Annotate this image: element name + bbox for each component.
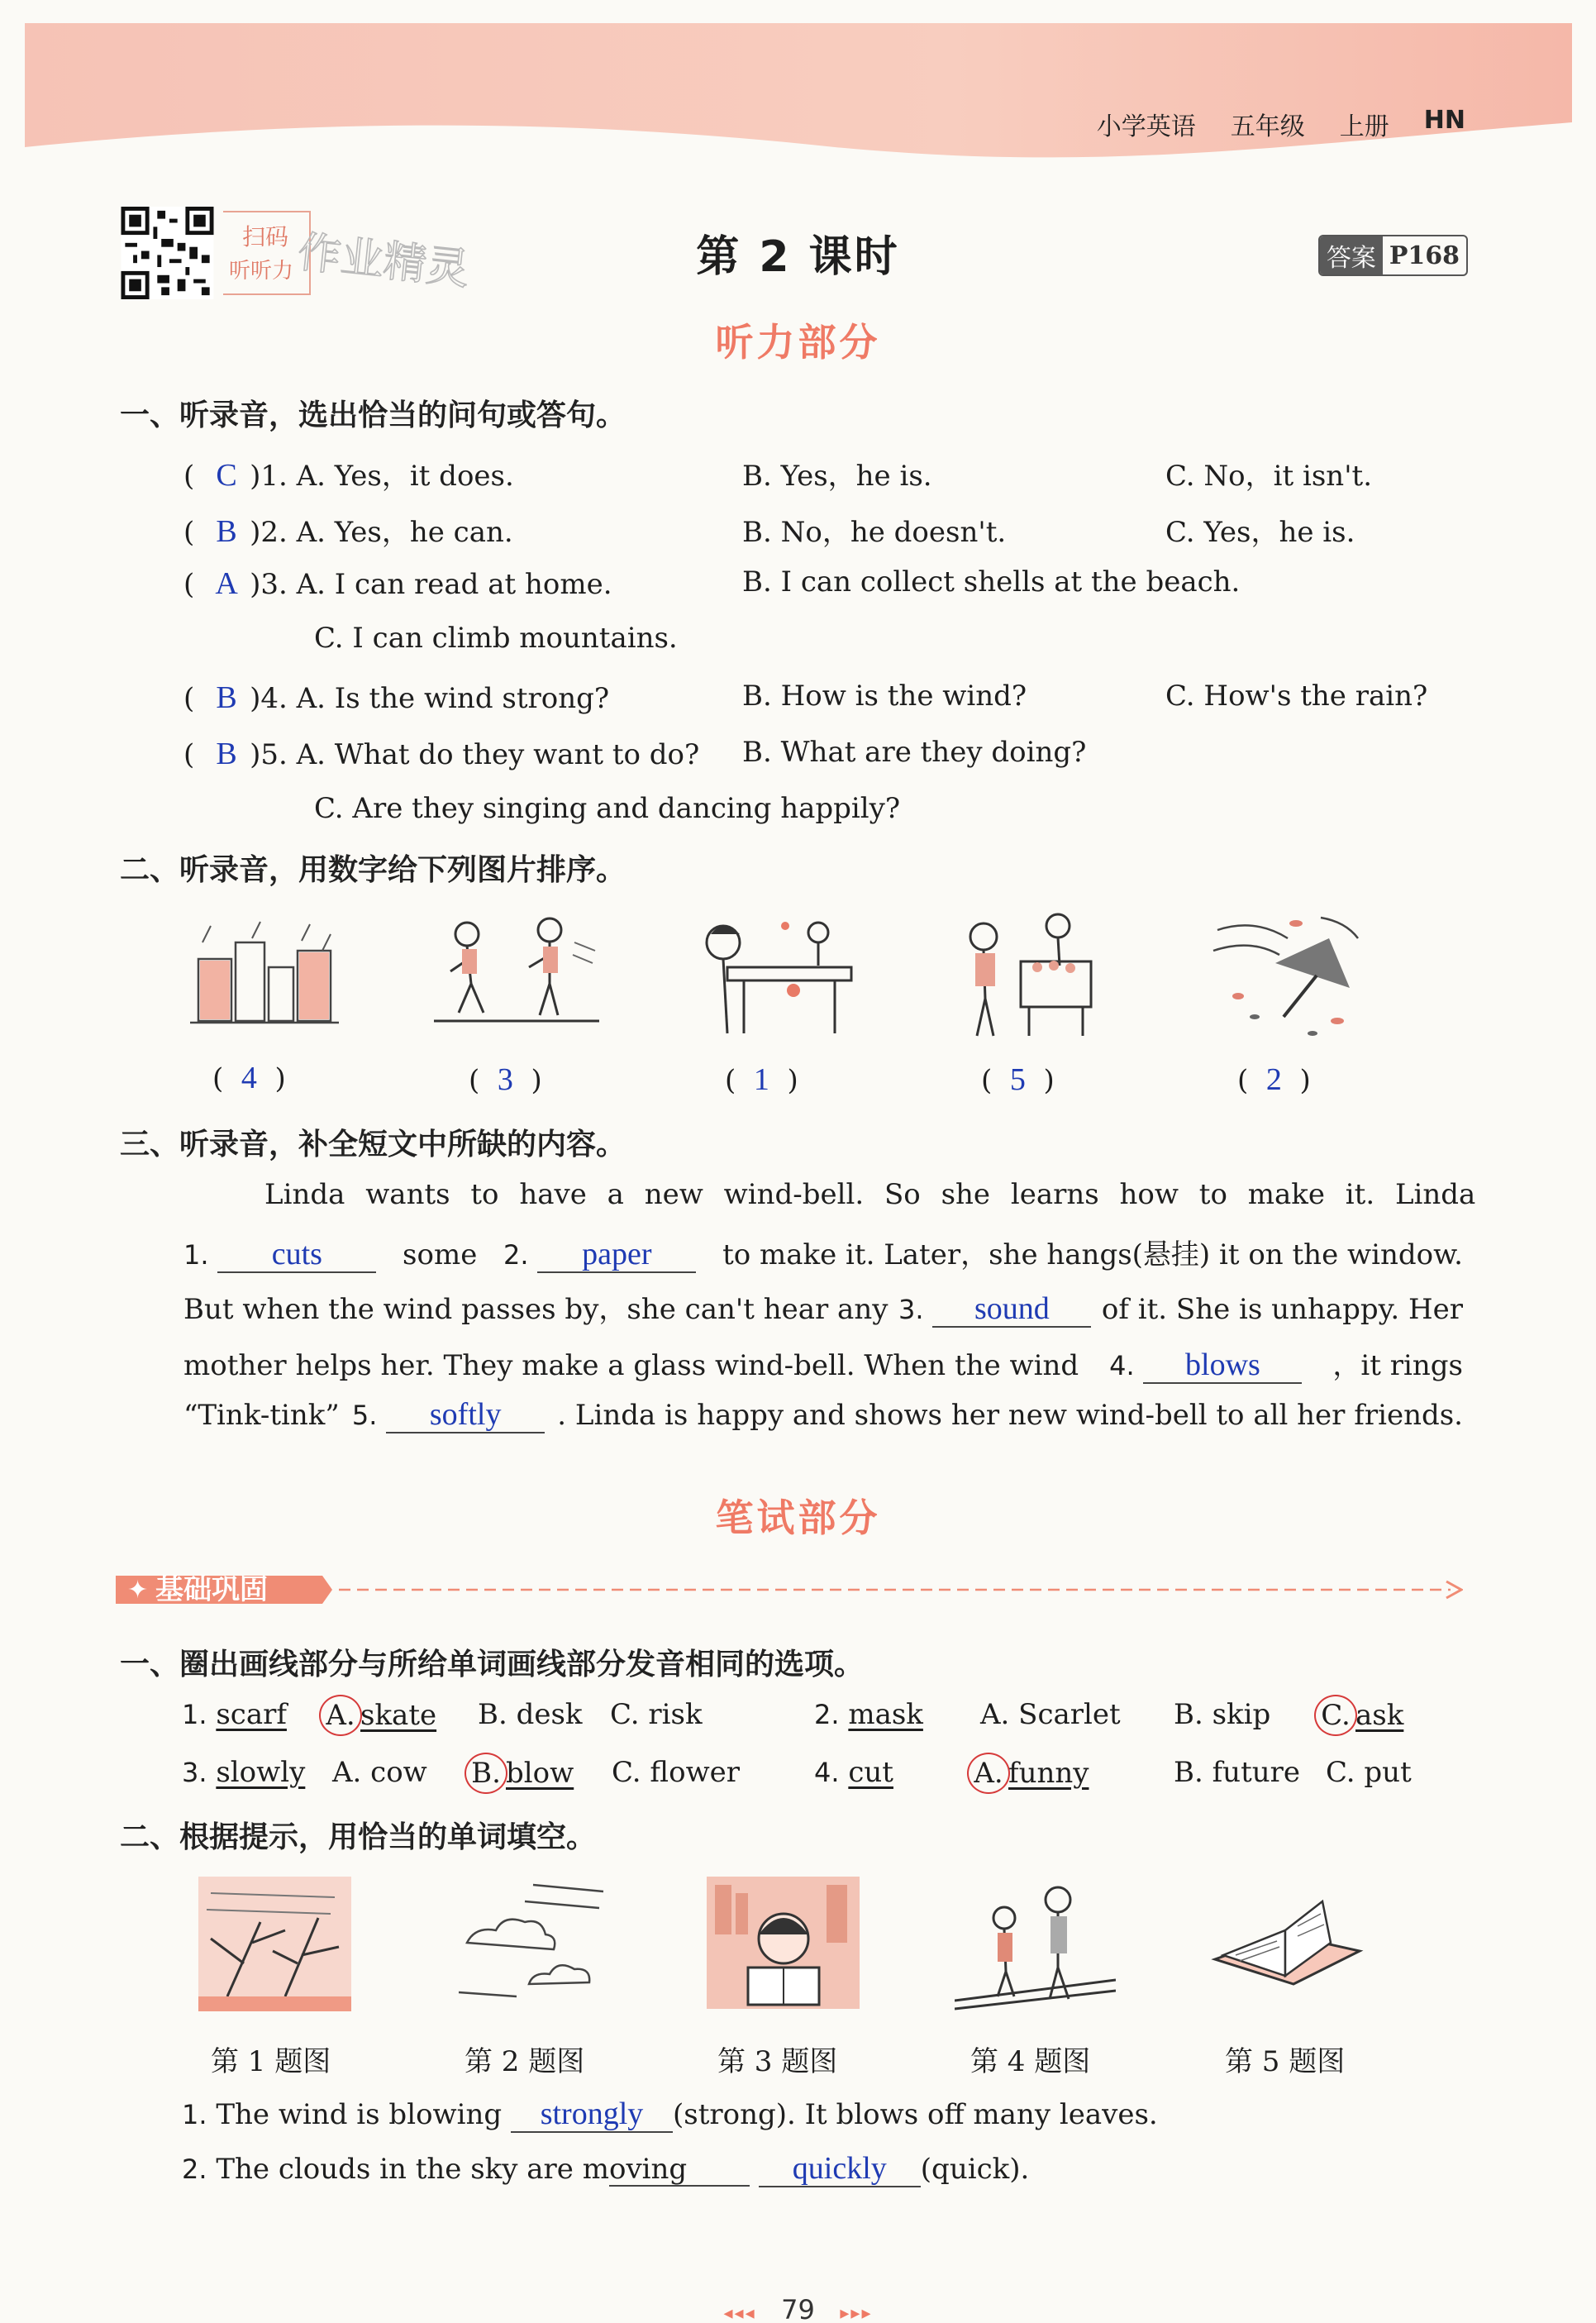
option-a: A. Is the wind strong?	[296, 682, 610, 715]
girl-cart-picture	[959, 908, 1099, 1044]
answer-reference	[1318, 235, 1468, 276]
item-number: )1.	[250, 460, 288, 493]
item-number: )3.	[250, 568, 288, 601]
grade-label: 五年级	[1230, 112, 1305, 141]
w2-heading: 二、根据提示，用恰当的单词填空。	[120, 1820, 597, 1854]
w2-picture-label-3: 第 3 题图	[717, 2045, 838, 2078]
text-segment: some	[403, 1238, 478, 1271]
option-word: skate	[360, 1699, 437, 1732]
s1-item-4-b: B. How is the wind?	[742, 680, 1027, 713]
boy-reading-picture	[703, 1872, 864, 2013]
stamp-line2: 听听力	[229, 259, 294, 284]
given-word: mask	[848, 1698, 923, 1731]
basics-banner	[116, 1569, 1463, 1610]
answer-value: 3	[497, 1062, 513, 1097]
s2-answer-1: ( 4 )	[212, 1061, 286, 1095]
s1-item-5: ( B )5. A. What do they want to do?	[183, 737, 700, 771]
lesson-title: 第 2 课时	[696, 232, 900, 282]
volume-label: 上册	[1339, 112, 1389, 141]
w1-q3-c: C. flower	[612, 1756, 741, 1789]
circled-choice: A.	[319, 1695, 362, 1736]
prev-arrows-icon: ◂◂◂	[723, 2303, 756, 2323]
windy-city-picture	[186, 918, 343, 1037]
text-segment: (quick).	[920, 2153, 1030, 2186]
blank-answer-4: blows	[1143, 1349, 1302, 1384]
open-book-picture	[1207, 1885, 1368, 2009]
next-arrows-icon: ▸▸▸	[840, 2303, 873, 2323]
blank-answer: quickly	[759, 2153, 921, 2187]
answer-value: 2	[1265, 1062, 1282, 1097]
answer-value: B	[216, 737, 237, 771]
w1-q2	[814, 1698, 923, 1731]
s1-item-5-b: B. What are they doing?	[742, 736, 1087, 769]
text-segment: The clouds in the sky are m	[216, 2153, 609, 2186]
text-segment: The wind is blowing	[216, 2098, 503, 2131]
header-band	[25, 23, 1572, 180]
s1-item-2-b: B. No，he doesn't.	[742, 516, 1007, 549]
two-boys-walking-picture	[434, 909, 599, 1042]
writing-part-title: 笔试部分	[715, 1495, 881, 1540]
w2-q1	[182, 2098, 1158, 2133]
w1-q3-a: A. cow	[332, 1756, 427, 1789]
blank-number-3: 3.	[898, 1294, 924, 1325]
w2-q2	[182, 2153, 1029, 2187]
question-number: 3.	[182, 1757, 207, 1788]
circled-choice: A.	[967, 1753, 1010, 1794]
blank-number-2: 2.	[503, 1239, 529, 1271]
listening-part-title: 听力部分	[715, 320, 881, 365]
storm-trees-picture	[194, 1872, 355, 2013]
text-segment: of it. She is unhappy. Her	[1101, 1293, 1463, 1326]
given-letters: oving	[609, 2155, 750, 2187]
answer-value: 1	[753, 1062, 769, 1097]
svg-text:✦: ✦	[127, 1576, 149, 1605]
question-number: 2.	[814, 1699, 840, 1730]
s1-item-3: ( A )3. A. I can read at home.	[183, 566, 612, 601]
w2-picture-label-5: 第 5 题图	[1225, 2045, 1346, 2078]
blank-answer-2: paper	[537, 1238, 696, 1273]
subject-label: 小学英语	[1096, 112, 1196, 141]
blank-answer-5: softly	[386, 1399, 545, 1433]
w1-q3-b	[469, 1753, 574, 1794]
edition-label: HN	[1423, 106, 1465, 135]
w1-q1-c: C. risk	[610, 1698, 703, 1731]
option-word: blow	[506, 1757, 574, 1790]
item-number: )2.	[250, 516, 288, 549]
s1-item-2-c: C. Yes，he is.	[1165, 516, 1355, 549]
answer-tag: 答案	[1320, 236, 1383, 274]
text-segment: ，it rings	[1332, 1349, 1463, 1382]
w1-q4	[814, 1756, 893, 1789]
option-a: A. What do they want to do?	[296, 738, 700, 771]
text-segment: But when the wind passes by，she can't hear any	[183, 1293, 889, 1326]
s1-item-1-c: C. No，it isn't.	[1165, 460, 1373, 493]
question-number: 2.	[182, 2154, 207, 2185]
answer-value: 4	[241, 1061, 257, 1095]
answer-value: C	[216, 458, 237, 493]
s1-item-4-c: C. How's the rain?	[1165, 680, 1428, 713]
w1-heading: 一、圈出画线部分与所给单词画线部分发音相同的选项。	[120, 1648, 865, 1681]
blank-answer-1: cuts	[217, 1238, 376, 1273]
question-number: 1.	[182, 2099, 207, 2130]
blank-number-1: 1.	[183, 1239, 209, 1271]
book-meta	[1097, 106, 1465, 142]
w1-q3	[182, 1756, 305, 1789]
table-tennis-picture	[694, 909, 860, 1042]
s3-line-5	[183, 1399, 1463, 1433]
s1-item-1: ( C )1. A. Yes，it does.	[183, 458, 514, 493]
s2-answer-3: ( 1 )	[725, 1062, 798, 1097]
circled-choice: C.	[1314, 1695, 1357, 1736]
s1-item-3-b: B. I can collect shells at the beach.	[742, 565, 1241, 599]
w1-q4-c: C. put	[1326, 1756, 1412, 1789]
w2-picture-label-4: 第 4 题图	[970, 2045, 1091, 2078]
given-word: cut	[848, 1756, 893, 1789]
s3-line-2	[183, 1232, 1463, 1273]
answer-value: B	[216, 680, 237, 715]
w1-q1-a	[324, 1695, 436, 1736]
option-word: ask	[1355, 1699, 1404, 1732]
w1-q4-b: B. future	[1174, 1756, 1301, 1789]
s1-item-4: ( B )4. A. Is the wind strong?	[183, 680, 610, 715]
page-footer	[0, 2294, 1596, 2323]
basics-label: 基础巩固	[155, 1573, 268, 1606]
text-segment: (strong). It blows off many leaves.	[672, 2098, 1158, 2131]
answer-value: 5	[1009, 1062, 1026, 1097]
question-number: 1.	[182, 1699, 207, 1730]
text-segment: “Tink-tink”	[183, 1399, 340, 1432]
blank-answer: strongly	[511, 2098, 673, 2133]
s3-line-1: Linda wants to have a new wind-bell. So she learns how to make it. Linda	[264, 1178, 1476, 1211]
w1-q2-b: B. skip	[1174, 1698, 1271, 1731]
s1-item-2: ( B )2. A. Yes，he can.	[183, 514, 513, 549]
s2-answer-5: ( 2 )	[1237, 1062, 1311, 1097]
question-number: 4.	[814, 1757, 840, 1788]
s1-item-3-c: C. I can climb mountains.	[314, 622, 678, 655]
option-a: A. Yes，it does.	[296, 460, 514, 493]
w1-q2-c	[1319, 1695, 1403, 1736]
w1-q4-a	[972, 1753, 1089, 1794]
s1-item-5-c: C. Are they singing and dancing happily?	[314, 792, 901, 825]
w1-q1-b: B. desk	[478, 1698, 583, 1731]
answer-page: P168	[1389, 241, 1460, 270]
s3-heading: 三、听录音，补全短文中所缺的内容。	[120, 1128, 626, 1162]
circled-choice: B.	[465, 1753, 507, 1794]
page-number: 79	[781, 2294, 815, 2323]
option-a: A. Yes，he can.	[296, 516, 513, 549]
s1-heading: 一、听录音，选出恰当的问句或答句。	[120, 398, 626, 432]
s1-item-1-b: B. Yes，he is.	[742, 460, 932, 493]
given-word: scarf	[216, 1698, 287, 1731]
walking-together-picture	[955, 1877, 1116, 2013]
w1-q2-a: A. Scarlet	[980, 1698, 1121, 1731]
answer-value: A	[215, 566, 238, 601]
s2-heading: 二、听录音，用数字给下列图片排序。	[120, 853, 626, 887]
s3-line-4	[183, 1343, 1463, 1384]
option-a: A. I can read at home.	[296, 568, 612, 601]
stamp-line1: 扫码	[242, 223, 289, 250]
umbrella-wind-picture	[1205, 905, 1366, 1046]
blank-number-4: 4.	[1109, 1350, 1135, 1381]
blank-number-5: 5.	[351, 1400, 378, 1431]
w2-picture-label-1: 第 1 题图	[211, 2045, 331, 2078]
w2-picture-label-2: 第 2 题图	[465, 2045, 585, 2078]
answer-value: B	[216, 514, 237, 549]
item-number: )5.	[250, 738, 288, 771]
s2-answer-2: ( 3 )	[469, 1062, 542, 1097]
text-segment: mother helps her. They make a glass wind-bell. When the wind	[183, 1349, 1079, 1382]
moving-clouds-picture	[450, 1877, 612, 2009]
given-word: slowly	[216, 1756, 306, 1789]
s2-answer-4: ( 5 )	[981, 1062, 1055, 1097]
w1-q1	[182, 1698, 287, 1731]
item-number: )4.	[250, 682, 288, 715]
s3-line-3	[183, 1286, 1463, 1328]
text-segment: to make it. Later，she hangs(悬挂) it on the window.	[722, 1238, 1463, 1271]
blank-answer-3: sound	[932, 1293, 1091, 1328]
watermark-text: 作业精灵	[295, 227, 472, 295]
text-segment: . Linda is happy and shows her new wind-bell to all her friends.	[557, 1399, 1463, 1432]
option-word: funny	[1008, 1757, 1089, 1790]
